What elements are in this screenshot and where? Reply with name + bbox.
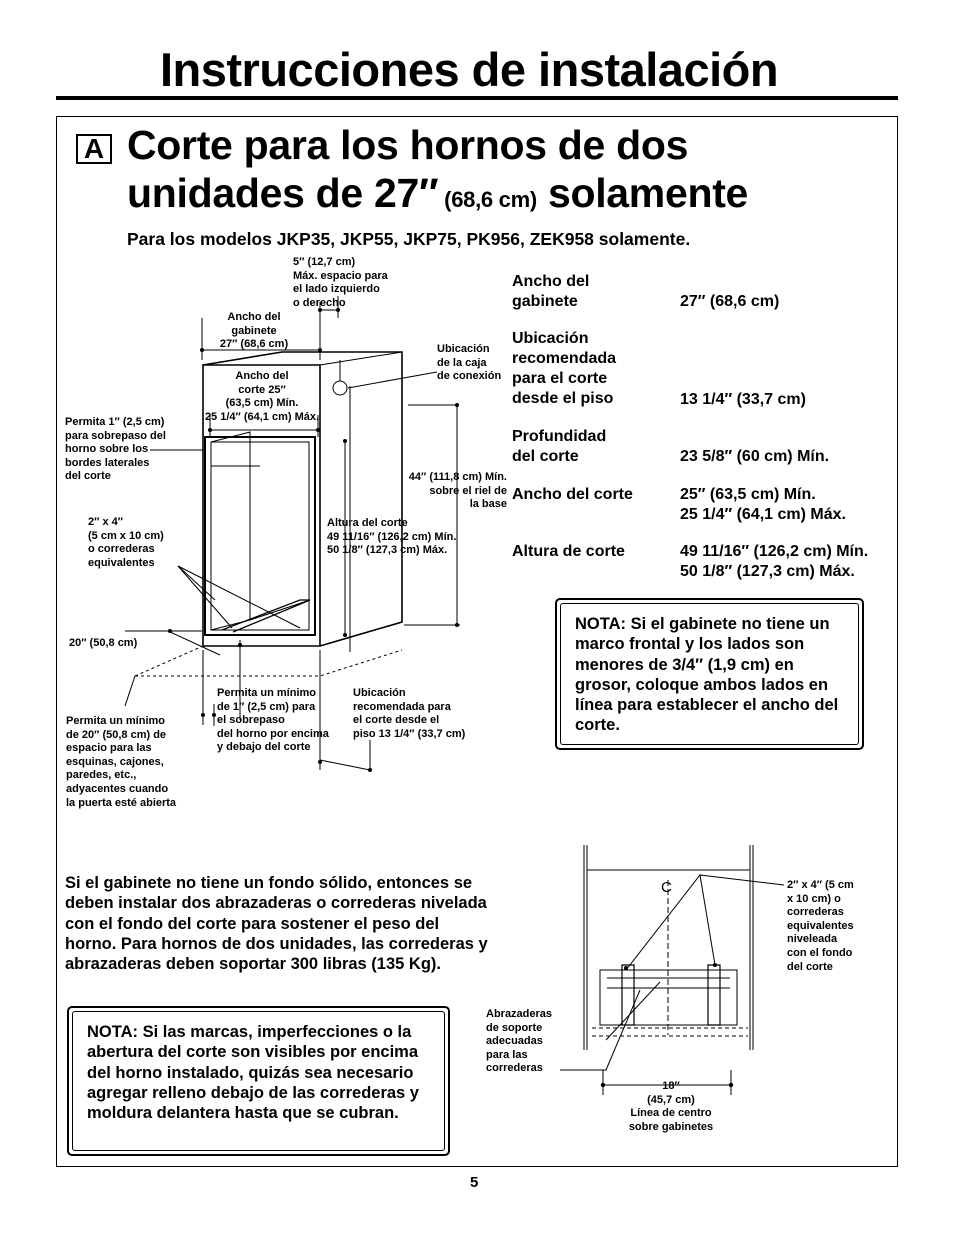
spec-value-1: 27″ (68,6 cm): [680, 293, 780, 310]
spec-value-3: 23 5/8″ (60 cm) Mín.: [680, 448, 830, 465]
spec-label-4: Ancho del corte: [512, 486, 633, 503]
spec-value-4: 25″ (63,5 cm) Mín. 25 1/4″ (64,1 cm) Máx.: [680, 486, 846, 523]
spec-label-5: Altura de corte: [512, 543, 625, 560]
centerline-symbol: C: [661, 879, 672, 896]
label-height-44: 44″ (111,8 cm) Mín. sobre el riel de la base: [408, 471, 507, 511]
label-brackets: Abrazaderas de soporte adecuadas para las correderas: [486, 1008, 553, 1075]
models-line: Para los modelos JKP35, JKP55, JKP75, PK956, ZEK958 solamente.: [127, 229, 691, 249]
label-junction-box: Ubicación de la caja de conexión: [437, 343, 502, 383]
spec-label-1: Ancho del gabinete: [512, 273, 590, 310]
spec-value-5: 49 11/16″ (126,2 cm) Mín. 50 1/8″ (127,3 cm) Máx.: [680, 543, 869, 580]
label-recommended-location: Ubicación recomendada para el corte desde el piso 13 1/4″ (33,7 cm): [353, 687, 466, 740]
page-title: Instrucciones de instalación: [160, 43, 779, 96]
label-cabinet-width: Ancho del gabinete 27″ (68,6 cm): [219, 311, 289, 351]
label-side-space: 5″ (12,7 cm) Máx. espacio para el lado izquierdo o derecho: [293, 256, 388, 309]
support-paragraph: Si el gabinete no tiene un fondo sólido, entonces se deben instalar dos abrazaderas o correderas nivelada con el fondo del corte para sostener el peso del horno. Para hornos de dos unidades, las correderas y abrazaderas deben soportar 300 libras (135 Kg).: [65, 874, 488, 974]
section-letter-badge: A: [76, 134, 112, 164]
label-runners-2: 2″ x 4″ (5 cm x 10 cm) o correderas equivalentes niveleada con el fondo del corte: [787, 879, 854, 973]
label-runners: 2″ x 4″ (5 cm x 10 cm) o correderas equivalentes: [88, 516, 164, 569]
label-dim-20: 20″ (50,8 cm): [69, 637, 138, 649]
label-cutout-width: Ancho del corte 25″ (63,5 cm) Mín. 25 1/4″ (64,1 cm) Máx.: [204, 370, 320, 423]
section-title-line2: unidades de 27″ (68,6 cm) solamente: [127, 170, 749, 216]
label-cut-height: Altura del corte 49 11/16″ (126,2 cm) Mín. 50 1/8″ (127,3 cm) Máx.: [327, 517, 457, 557]
spec-label-2: Ubicación recomendada para el corte desde el piso: [512, 330, 617, 407]
label-clearance-20: Permita un mínimo de 20″ (50,8 cm) de espacio para las esquinas, cajones, paredes, etc., adyacentes cuando la puerta esté abierta: [66, 715, 177, 809]
note-marks-text: NOTA: Si las marcas, imperfecciones o la abertura del corte son visibles por encima del horno instalado, quizás sea necesario agregar relleno debajo de las correderas y moldura delantera hasta que se cubran.: [72, 1011, 445, 1151]
page-number: 5: [470, 1174, 479, 1191]
spec-value-2: 13 1/4″ (33,7 cm): [680, 391, 806, 408]
spec-label-3: Profundidad del corte: [512, 428, 607, 465]
label-overlap-sides: Permita 1″ (2,5 cm) para sobrepaso del horno sobre los bordes laterales del corte: [65, 416, 166, 483]
label-overlap-min: Permita un mínimo de 1″ (2,5 cm) para el sobrepaso del horno por encima y debajo del corte: [217, 687, 329, 754]
label-centerline: 18″ (45,7 cm) Línea de centro sobre gabinetes: [628, 1080, 714, 1133]
section-title-line1: Corte para los hornos de dos: [127, 122, 689, 168]
note-frame-text: NOTA: Si el gabinete no tiene un marco frontal y los lados son menores de 3/4″ (1,9 cm) en grosor, coloque ambos lados en línea para establecer el ancho del corte.: [560, 603, 859, 745]
